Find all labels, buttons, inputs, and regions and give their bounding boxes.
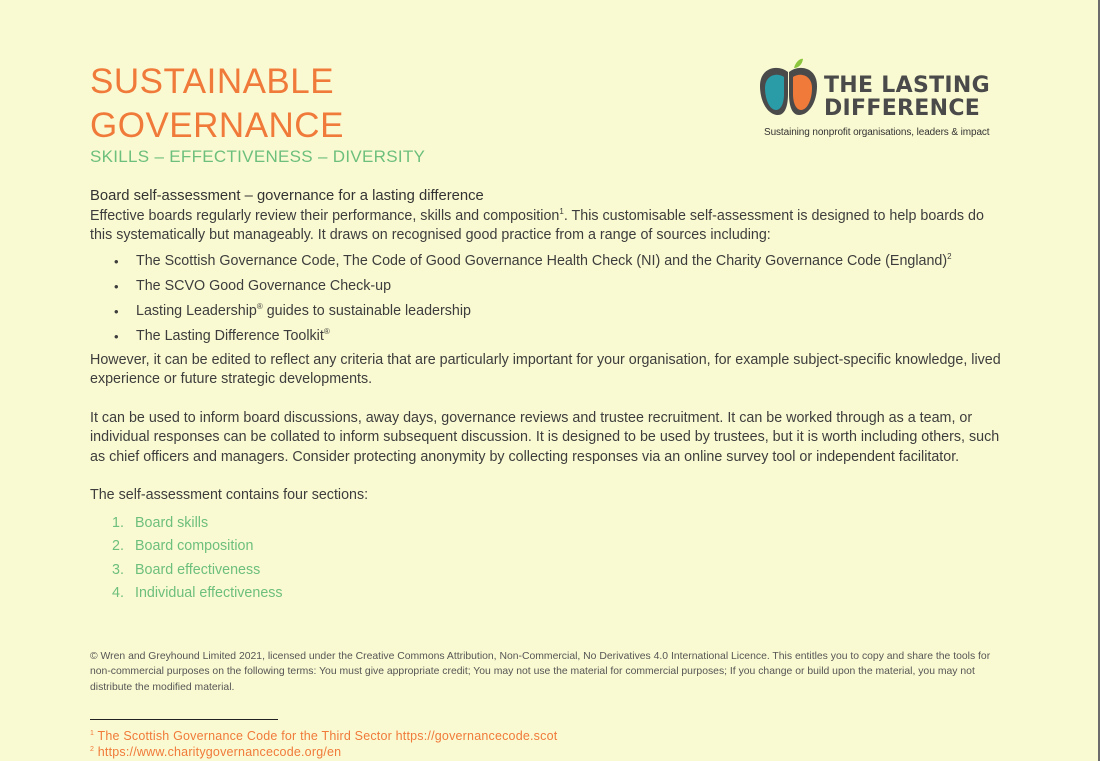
apple-icon [758,58,820,122]
section-link[interactable]: Board effectiveness [135,561,261,578]
main-content [90,187,1010,606]
intro-paragraph [90,207,1010,246]
footnotes [90,728,557,760]
list-item-text: Lasting Leadership [136,302,257,319]
registered-mark: ® [323,326,330,336]
section-item-board-skills[interactable] [90,512,1010,536]
logo-tagline: Sustaining nonprofit organisations, leaders & impact [764,127,990,138]
list-number: 2. [112,538,124,554]
list-item-text-continued: guides to sustainable leadership [262,302,471,319]
section-link[interactable]: Board skills [135,514,209,531]
footnote-2[interactable] [90,744,557,760]
footnote-link[interactable]: https://www.charitygovernancecode.org/en [97,745,342,759]
list-item-text: The Lasting Difference Toolkit [136,327,324,344]
list-number: 3. [112,561,124,578]
footnote-ref-2: 2 [947,251,952,261]
registered-mark: ® [256,301,263,311]
title-line-1: SUSTAINABLE [90,62,335,101]
logo-wordmark-line-2: DIFFERENCE [824,96,981,121]
licence-notice: © Wren and Greyhound Limited 2021, licensed under the Creative Commons Attribution, Non-Commercial, No Derivatives 4.0 International Licence. This entitles you to copy and share the tools for non-commercial purposes on the following terms: You must give appropriate credit; You may not use the material for commercial purposes; If you change or build upon the material, you may not distribute the modified material. [90,651,991,693]
list-number: 4. [112,585,124,601]
section-item-board-effectiveness[interactable] [90,559,1010,583]
footnote-text[interactable]: The Scottish Governance Code for the Third Sector https://governancecode.scot [97,729,558,743]
however-paragraph: However, it can be edited to reflect any criteria that are particularly important for your organisation, for example subject-specific knowledge, lived experience or future strategic developments. [90,351,1001,387]
sections-intro: The self-assessment contains four sections: [90,487,369,503]
footnote-divider [90,719,278,720]
section-item-individual-effectiveness[interactable] [90,582,1010,606]
list-item-text: The SCVO Good Governance Check-up [136,277,392,294]
list-item [90,249,1010,274]
intro-text: Effective boards regularly review their performance, skills and composition [90,207,560,224]
intro-text-continued: . This customisable self-assessment is designed to help boards do this systematically but manageably. It draws on recognised good practice from a range of sources including: [90,207,984,243]
list-item [90,299,1010,324]
list-number: 1. [112,514,124,531]
list-item-text: The Scottish Governance Code, The Code of Good Governance Health Check (NI) and the Charity Governance Code (England) [136,252,948,269]
footnote-1[interactable] [90,728,557,744]
lasting-difference-logo [758,58,998,144]
page-title [90,60,344,148]
section-heading: Board self-assessment – governance for a lasting difference [90,188,484,204]
title-line-2: GOVERNANCE [90,106,344,145]
page-subtitle: SKILLS – EFFECTIVENESS – DIVERSITY [90,147,426,166]
list-item [90,274,1010,299]
sections-list [90,512,1010,606]
footnote-mark: 1 [90,729,95,737]
section-item-board-composition[interactable] [90,535,1010,559]
usage-paragraph: It can be used to inform board discussions, away days, governance reviews and trustee recruitment. It can be worked through as a team, or individual responses can be collated to inform subsequent discussion. It is designed to be used by trustees, but it is worth including others, such as chief officers and managers. Consider protecting anonymity by collecting responses via an online survey tool or independent facilitator. [90,409,1000,465]
section-link[interactable]: Board composition [135,538,254,554]
footnote-ref-1: 1 [559,206,564,216]
footnote-mark: 2 [90,745,95,753]
section-link[interactable]: Individual effectiveness [135,585,283,601]
list-item [90,324,1010,349]
logo-wordmark-line-1: THE LASTING [824,73,990,98]
sources-list [90,249,1010,349]
